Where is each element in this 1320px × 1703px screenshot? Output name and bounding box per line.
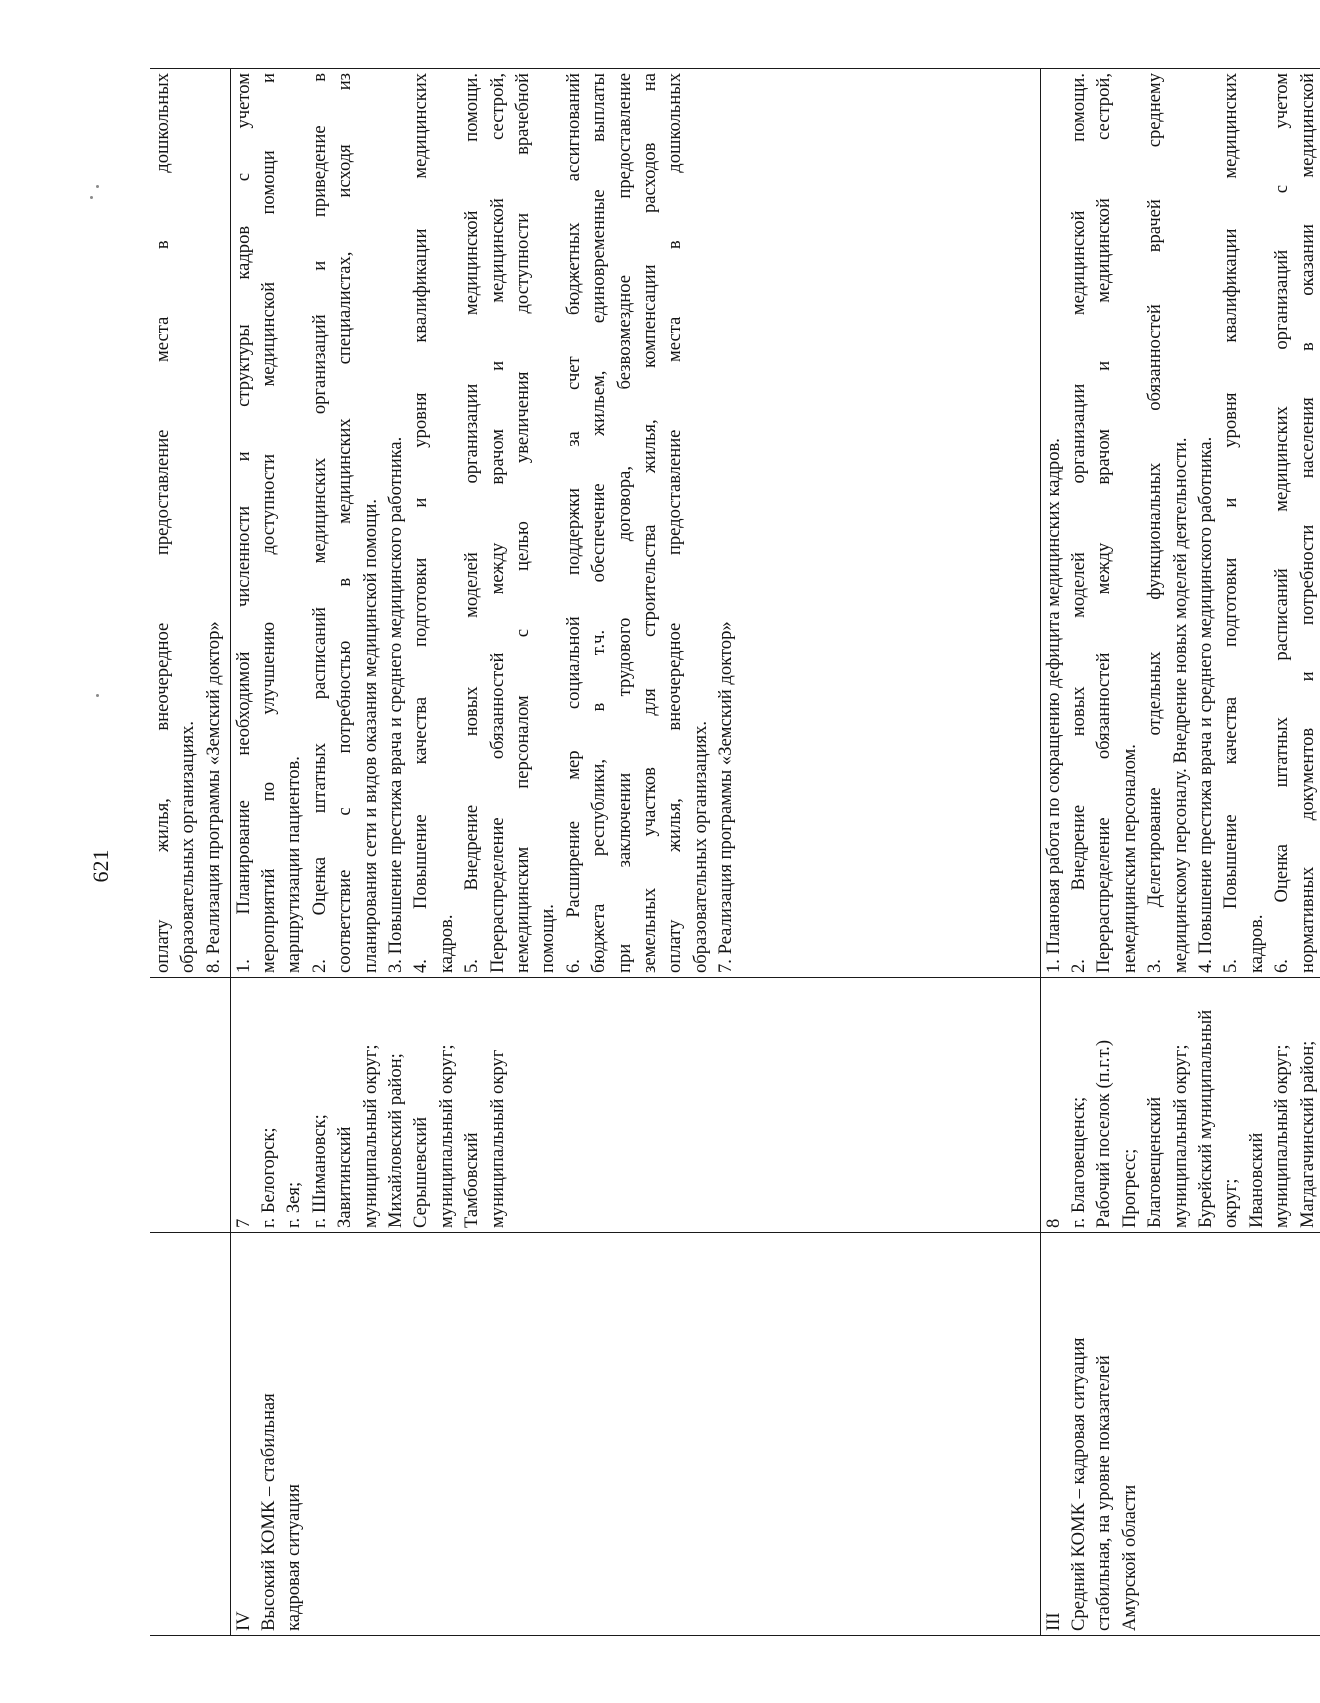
rotated-page xyxy=(88,73,1318,1636)
cell-line: 7. Реализация программы «Земский доктор» xyxy=(715,621,737,973)
cell-line: Перераспределение обязанностей между врачом и медицинской сестрой, xyxy=(486,73,508,973)
cell-line: 1. Планирование необходимой численности и структуры кадров с учетом xyxy=(232,73,254,973)
cell-line: III xyxy=(1042,1612,1064,1631)
cell-line: земельных участков для строительства жилья, компенсации расходов на xyxy=(639,73,660,973)
cell-line: муниципальный округ xyxy=(486,1049,508,1228)
cell-line: Тамбовский xyxy=(461,1132,483,1228)
measures-cell xyxy=(150,69,230,978)
cell-line: Средний КОМК – кадровая ситуация xyxy=(1067,1337,1089,1631)
cell-line: оплату жилья, внеочередное предоставление места в дошкольных xyxy=(664,73,686,973)
cell-line: г. Белогорск; xyxy=(257,1127,279,1228)
cell-line: муниципальный округ; xyxy=(435,1044,457,1228)
measures-cell xyxy=(1040,69,1320,978)
table-row-continued xyxy=(150,69,230,1636)
cell-line: округ; xyxy=(1220,1178,1242,1228)
cell-line: 5. Внедрение новых моделей организации медицинской помощи. xyxy=(461,73,483,973)
cell-line: 3. Делегирование отдельных функциональных обязанностей врачей среднему xyxy=(1144,73,1166,973)
cell-line: нормативных документов и потребности населения в оказании медицинской xyxy=(1296,73,1318,973)
group-cell xyxy=(230,1233,1040,1636)
cell-line: Бурейский муниципальный xyxy=(1194,1009,1216,1228)
territories-cell xyxy=(1040,978,1320,1233)
cell-line: Ивановский xyxy=(1245,1132,1267,1228)
cell-line: муниципальный округ; xyxy=(359,1044,381,1228)
cell-line: 4. Повышение престижа врача и среднего медицинского работника. xyxy=(1194,436,1216,973)
table-row-group-iii xyxy=(1040,69,1320,1636)
page-number: 621 xyxy=(88,849,113,883)
cell-line: 8. Реализация программы «Земский доктор» xyxy=(202,621,224,973)
cell-line: Серышевский xyxy=(410,1116,432,1228)
scan-speck xyxy=(96,185,99,188)
cell-line: маршрутизации пациентов. xyxy=(283,756,305,973)
cell-line: образовательных организациях. xyxy=(689,720,711,973)
cell-line: при заключении трудового договора, безвозмездное предоставление xyxy=(613,73,635,973)
cell-line: стабильная, на уровне показателей xyxy=(1093,1355,1115,1631)
cell-line: соответствие с потребностью в медицинских специалистах, исходя из xyxy=(334,73,356,973)
cell-line: немедицинским персоналом. xyxy=(1118,744,1140,973)
cell-line: 5. Повышение качества подготовки и уровня квалификации медицинских xyxy=(1220,73,1242,973)
cell-line: Амурской области xyxy=(1118,1484,1140,1631)
cell-line: немедицинским персоналом с целью увеличения доступности врачебной xyxy=(511,73,533,973)
cell-line: оплату жилья, внеочередное предоставление места в дошкольных xyxy=(152,73,173,973)
cell-line: кадров. xyxy=(435,914,457,973)
cell-line: 6. Расширение мер социальной поддержки за счет бюджетных ассигнований xyxy=(562,73,584,973)
cell-line: Высокий КОМК – стабильная xyxy=(257,1393,279,1631)
cell-line: 3. Повышение престижа врача и среднего медицинского работника. xyxy=(384,436,406,973)
cell-line: г. Шимановск; xyxy=(308,1114,330,1228)
cell-line: 1. Плановая работа по сокращению дефицита медицинских кадров. xyxy=(1042,438,1064,973)
cell-line: Михайловский район; xyxy=(384,1053,406,1228)
cell-line: кадров. xyxy=(1245,914,1267,973)
measures-cell xyxy=(230,69,1040,978)
territories-cell xyxy=(150,978,230,1233)
cell-line: образовательных организациях. xyxy=(177,720,199,973)
cell-line: Рабочий поселок (п.г.т.) xyxy=(1093,1039,1115,1228)
cell-line: 2. Внедрение новых моделей организации медицинской помощи. xyxy=(1067,73,1089,973)
cell-line: 8 xyxy=(1042,1218,1064,1228)
cell-line: бюджета республики, в т.ч. обеспечение жильем, единовременные выплаты xyxy=(588,73,610,973)
cell-line: Перераспределение обязанностей между врачом и медицинской сестрой, xyxy=(1093,73,1115,973)
group-cell xyxy=(1040,1233,1320,1636)
cell-line: Завитинский xyxy=(334,1126,356,1228)
cell-line: Прогресс; xyxy=(1118,1148,1140,1228)
measures-table xyxy=(150,68,1320,1636)
cell-line: г. Зея; xyxy=(283,1181,305,1228)
cell-line: планирования сети и видов оказания медицинской помощи. xyxy=(359,499,381,973)
cell-line: IV xyxy=(232,1611,254,1631)
cell-line: муниципальный округ; xyxy=(1271,1044,1293,1228)
cell-line: медицинскому персоналу. Внедрение новых моделей деятельности. xyxy=(1169,437,1191,973)
cell-line: мероприятий по улучшению доступности медицинской помощи и xyxy=(257,73,279,973)
cell-line: Магдагачинский район; xyxy=(1296,1040,1318,1228)
cell-line: 7 xyxy=(232,1218,254,1228)
cell-line: г. Благовещенск; xyxy=(1067,1096,1089,1228)
territories-cell xyxy=(230,978,1040,1233)
cell-line: 4. Повышение качества подготовки и уровня квалификации медицинских xyxy=(410,73,432,973)
cell-line: кадровая ситуация xyxy=(283,1484,305,1631)
group-cell xyxy=(150,1233,230,1636)
cell-line: Благовещенский xyxy=(1144,1096,1166,1228)
cell-line: помощи. xyxy=(537,904,559,973)
cell-line: 6. Оценка штатных расписаний медицинских организаций с учетом xyxy=(1271,73,1293,973)
table-row-group-iv xyxy=(230,69,1040,1636)
cell-line: муниципальный округ; xyxy=(1169,1044,1191,1228)
cell-line: 2. Оценка штатных расписаний медицинских организаций и приведение в xyxy=(308,73,330,973)
scan-speck xyxy=(90,196,93,199)
scan-speck xyxy=(96,694,99,697)
